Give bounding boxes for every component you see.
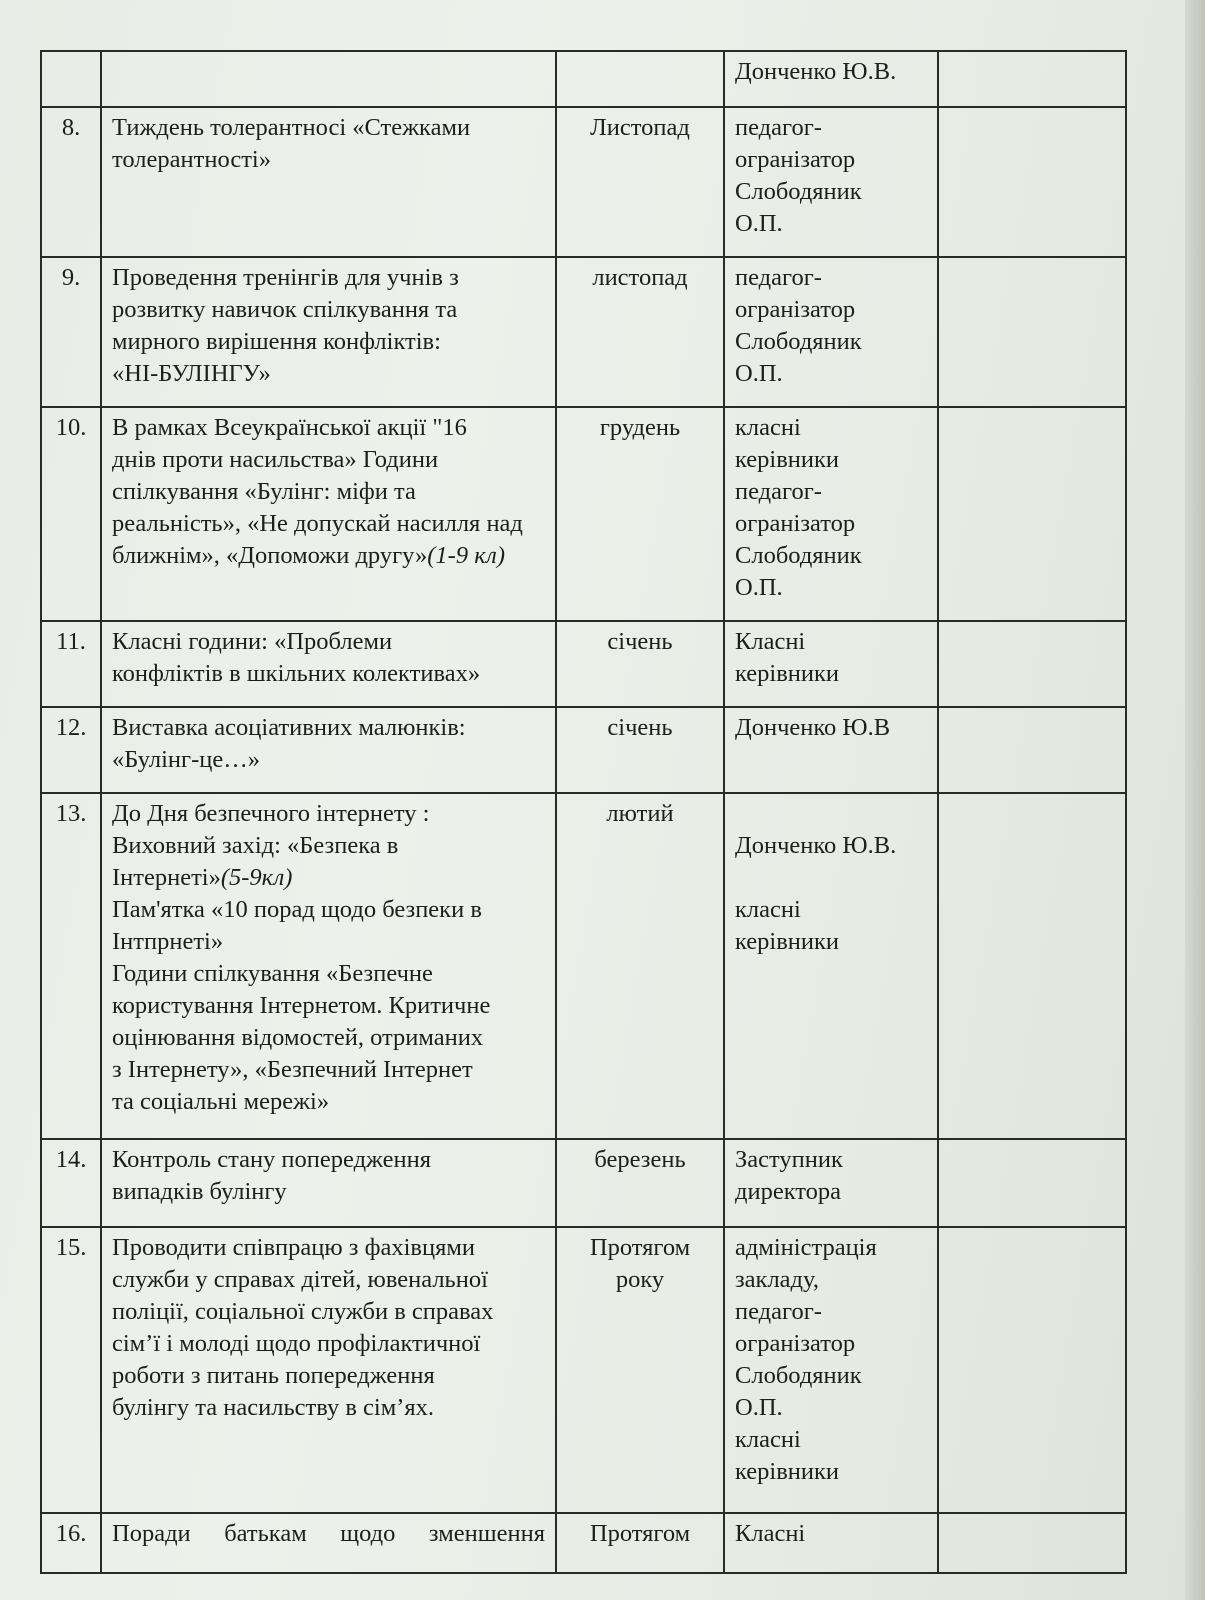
table-row [41,621,1126,707]
table-row [41,51,1126,107]
row-number-cell: 15. [41,1227,101,1513]
table-row [41,1513,1126,1573]
term-cell: грудень [556,407,724,621]
note-cell [938,257,1126,407]
term-cell: листопад [556,257,724,407]
table-row [41,257,1126,407]
note-cell [938,621,1126,707]
table-row [41,1227,1126,1513]
responsible-cell: педагог- огранізатор Слободяник О.П. [724,107,938,257]
term-cell: Листопад [556,107,724,257]
table-row [41,407,1126,621]
row-number-cell: 12. [41,707,101,793]
term-cell [556,51,724,107]
row-number-cell: 9. [41,257,101,407]
event-cell [101,51,556,107]
responsible-cell: адміністрація закладу, педагог- огранізатор Слободяник О.П. класні керівники [724,1227,938,1513]
responsible-cell: Донченко Ю.В [724,707,938,793]
event-cell: Поради батькам щодо зменшення [101,1513,556,1573]
note-cell [938,1227,1126,1513]
event-cell: Проведення тренінгів для учнів з розвитку навичок спілкування та мирного вирішення конфліктів: «НІ-БУЛІНГУ» [101,257,556,407]
note-cell [938,1513,1126,1573]
table-row [41,793,1126,1139]
event-cell: До Дня безпечного інтернету : Виховний захід: «Безпека в Інтернеті»(5-9кл) Пам'ятка «10 порад щодо безпеки в Інтпрнеті» Години спілкування «Безпечне користування Інтернетом. Критичне оцінювання відомостей, отриманих з Інтернету», «Безпечний Інтернет та соціальні мережі» [101,793,556,1139]
term-cell: Протягом [556,1513,724,1573]
event-cell: Контроль стану попередження випадків булінгу [101,1139,556,1227]
note-cell [938,707,1126,793]
event-cell: Проводити співпрацю з фахівцями служби у справах дітей, ювенальної поліції, соціальної служби в справах сім’ї і молоді щодо профілактичної роботи з питань попередження булінгу та насильству в сім’ях. [101,1227,556,1513]
term-cell: січень [556,621,724,707]
event-cell: В рамках Всеукраїнської акції "16 днів проти насильства» Години спілкування «Булінг: міфи та реальність», «Не допускай насилля над ближнім», «Допоможи другу»(1-9 кл) [101,407,556,621]
row-number-cell: 10. [41,407,101,621]
note-cell [938,407,1126,621]
row-number-cell: 11. [41,621,101,707]
term-cell: січень [556,707,724,793]
responsible-cell: Класні [724,1513,938,1573]
table-row [41,107,1126,257]
event-cell: Виставка асоціативних малюнків: «Булінг-це…» [101,707,556,793]
events-plan-table [40,50,1127,1574]
table-row [41,707,1126,793]
note-cell [938,1139,1126,1227]
responsible-cell: класні керівники педагог- огранізатор Слободяник О.П. [724,407,938,621]
responsible-cell: Заступник директора [724,1139,938,1227]
note-cell [938,51,1126,107]
event-cell: Тиждень толерантносі «Стежками толерантності» [101,107,556,257]
row-number-cell: 8. [41,107,101,257]
responsible-cell: Донченко Ю.В. [724,51,938,107]
responsible-cell: Класні керівники [724,621,938,707]
row-number-cell: 14. [41,1139,101,1227]
row-number-cell: 16. [41,1513,101,1573]
responsible-cell: Донченко Ю.В. класні керівники [724,793,938,1139]
row-number-cell: 13. [41,793,101,1139]
term-cell: березень [556,1139,724,1227]
responsible-cell: педагог- огранізатор Слободяник О.П. [724,257,938,407]
term-cell: Протягом року [556,1227,724,1513]
page-edge-shadow [1185,0,1205,1600]
note-cell [938,793,1126,1139]
row-number-cell [41,51,101,107]
note-cell [938,107,1126,257]
term-cell: лютий [556,793,724,1139]
event-cell: Класні години: «Проблеми конфліктів в шкільних колективах» [101,621,556,707]
table-row [41,1139,1126,1227]
